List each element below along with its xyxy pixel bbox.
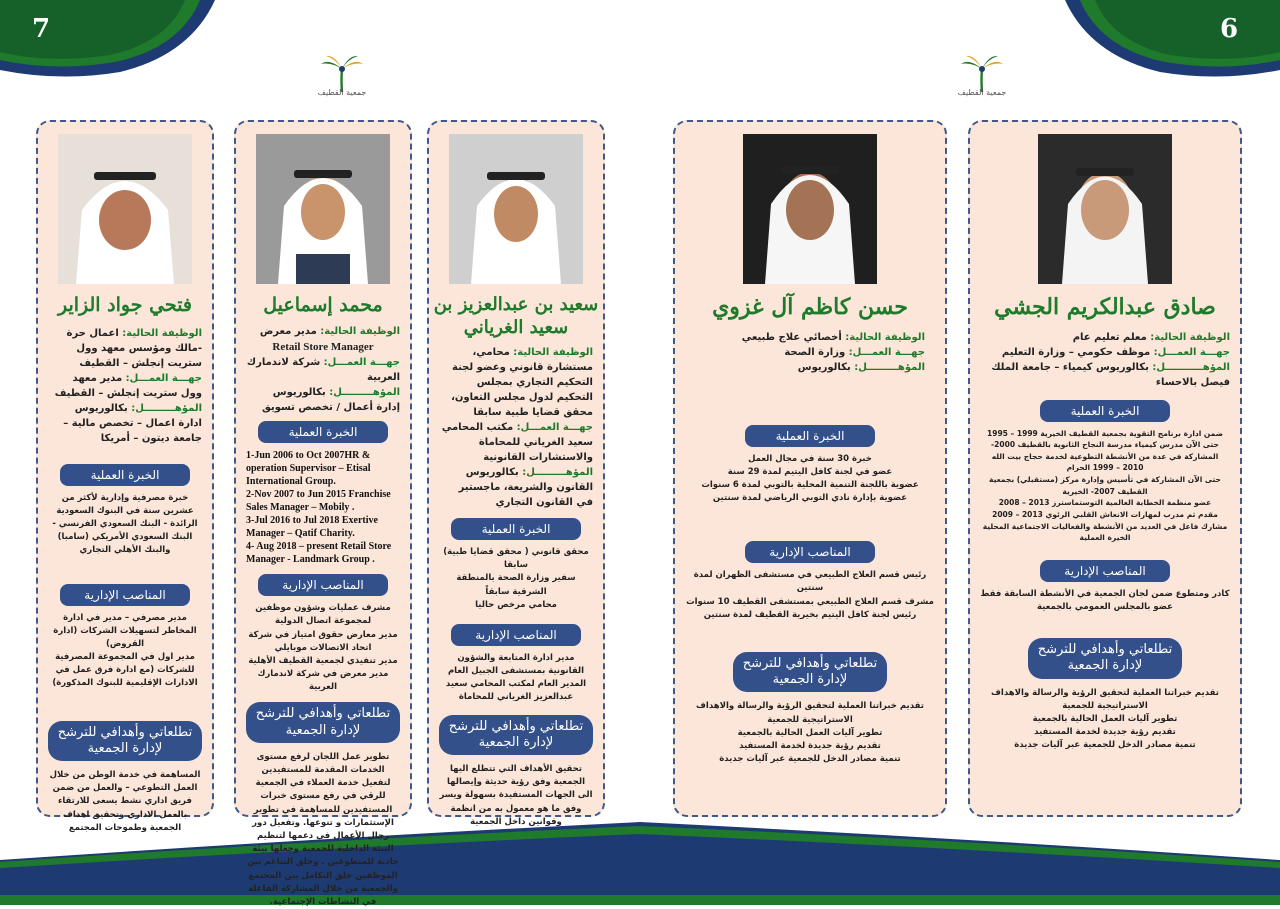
experience-heading: الخبرة العملية — [745, 425, 875, 447]
goals-list: المساهمة في خدمة الوطن من خلال العمل التطوعي – والعمل من ضمن فريق اداري نشط يسعى للارتقاء بالعمل الاداري وتحقيق اهداف الجمعية وطموحات المجتمع — [49, 770, 201, 833]
candidate-card-mohammed — [234, 120, 412, 907]
candidate-card-saeed — [427, 120, 605, 827]
positions-heading: المناصب الإدارية — [60, 584, 190, 606]
association-logo-left — [302, 54, 382, 100]
goals-list: تقديم خبراتنا العملية لتحقيق الرؤية والرسالة والاهداف الاستراتيجية للجمعية تطوير آليات العمل الحالية بالجمعية تقديم رؤية جديدة لخدمة المستفيد تنمية مصادر الدخل للجمعية عبر آليات جديدة — [696, 701, 924, 765]
qualification: المؤهـــــــــل: بكالوريوس القانون والشريعة، ماجستير في القانون التجاري — [458, 467, 593, 508]
qualification: المؤهـــــــــل: بكالوريوس — [797, 361, 925, 373]
goals-heading: تطلعاتي وأهدافي للترشح لإدارة الجمعية — [1028, 638, 1182, 679]
positions-list: رئيس قسم العلاج الطبيعي في مستشفى الظهران لمدة سنتين مشرف قسم العلاج الطبيعي بمستشفى القطيف 10 سنوات رئيس لجنة كافل اليتيم بخيرية القطيف لمدة سنتين — [686, 570, 934, 620]
positions-heading: المناصب الإدارية — [745, 541, 875, 563]
workplace: جهـــة العمـــل: موظف حكومي – وزارة التعليم — [1001, 346, 1230, 358]
experience-list: محقق قانوني ( محقق قضايا طبية) سابقا سفير وزارة الصحة بالمنطقة الشرقية سابقاً محامي مرخص حاليا — [443, 547, 589, 610]
workplace: جهـــة العمـــل: مكتب المحامي سعيد الغرياني للمحاماة والاستشارات القانونية — [441, 422, 593, 463]
candidate-name: محمد إسماعيل — [263, 294, 383, 316]
candidate-card-fathi — [36, 120, 214, 833]
qualification: المؤهـــــــــــل: بكالوريوس كيمياء – جامعة الملك فيصل بالاحساء — [991, 361, 1230, 388]
candidate-photo — [449, 134, 583, 284]
experience-list: ضمن ادارة برنامج التقوية بجمعية القطيف الخيرية 1999 – 1995 حتى الآن مدرس كيمياء مدرسة النجاح الثانوية بالقطيف 2000- المشاركة في عدة من الأنشطة التطوعية لخدمة حجاج بيت الله 2010 – 1999 الحرام حتى الآن المشاركة في تأسيس وإدارة مركز (مستقبلي) بجمعية القطيف 2007- الخيرية عضو منظمة الخطابة العالمية التوستماسترز 2013 – 2008 مقدم ثم مدرب لمهارات الانعاش القلبي الرئوي 2013 – 2009 مشارك فاعل في العديد من الأنشطة والفعاليات الاجتماعية المحلية الخيرة العملية — [982, 428, 1228, 543]
candidate-name: سعيد بن عبدالعزيز بن سعيد الغرياني — [433, 294, 599, 338]
current-job: الوظيفة الحالية: اعمال حرة -مالك ومؤسس معهد وول ستريت إنجلش – القطيف — [66, 327, 202, 369]
candidate-name: صادق عبدالكريم الجشي — [994, 294, 1216, 320]
positions-list: مدير مصرفي – مدير في ادارة المخاطر لتسهيلات الشركات (ادارة القروض) مدير اول في المجموعة المصرفية للشركات (مع ادارة فرق عمل في الادارات الإقليمية للبنوك المذكورة) — [52, 612, 198, 689]
goals-list: تقديم خبراتنا العملية لتحقيق الرؤية والرسالة والاهداف الاستراتيجية للجمعية تطوير آليات العمل الحالية بالجمعية تقديم رؤية جديدة لخدمة المستفيد تنمية مصادر الدخل للجمعية عبر آليات جديدة — [991, 687, 1219, 751]
positions-heading: المناصب الإدارية — [1040, 560, 1170, 582]
goals-heading: تطلعاتي وأهدافي للترشح لإدارة الجمعية — [439, 715, 593, 756]
current-job: الوظيفة الحالية: محامي، مستشارة قانوني وعضو لجنة التحكيم التجاري بمجلس التحكيم لدول مجلس التعاون، محقق قضايا طبية سابقا — [451, 347, 593, 418]
positions-list: كادر ومتطوع ضمن لجان الجمعية في الأنشطة السابقة فقط عضو بالمجلس العمومي بالجمعية — [980, 588, 1230, 612]
page-number-right: 6 — [1220, 14, 1239, 44]
experience-heading: الخبرة العملية — [451, 518, 581, 540]
positions-list: مشرف عمليات وشؤون موظفين لمجموعة اتصال الدولية مدير معارض حقوق امتياز في شركة اتحاد الاتصالات موبايلي مدير تنفيذي لجمعية القطيف الأهلية مدير معرض في شركة لاندمارك العربية — [248, 603, 398, 693]
positions-list: مدير ادارة المتابعة والشؤون القانونية بمستشفى الجبيل العام المدير العام لمكتب المحامي سعيد عبدالعزيز الغرياني للمحاماة — [445, 652, 587, 703]
candidate-photo — [256, 134, 390, 284]
experience-list: خبرة مصرفية وإدارية لأكثر من عشرين سنة في البنوك السعودية الرائدة - البنك السعودي الفرنسي - البنك السعودي الأمريكي (سامبا) والبنك الأهلي التجاري — [52, 492, 198, 556]
goals-list: تحقيق الأهداف التي تتطلع اليها الجمعية وفق رؤية حديثة وإيصالها الى الجهات المستفيدة بسهولة ويسر وفق ما هو معمول به من انظمة وقوانين داخل الجمعية — [439, 764, 593, 827]
experience-list: خبرة 30 سنة في مجال العمل عضو في لجنة كافل اليتيم لمدة 29 سنة عضوية باللجنة التنمية المحلية بالتوبي لمدة 6 سنوات عضوية بإدارة نادي التوبي الرياضي لمدة سنتين — [701, 453, 919, 504]
positions-heading: المناصب الإدارية — [258, 574, 388, 596]
goals-heading: تطلعاتي وأهدافي للترشح لإدارة الجمعية — [246, 702, 400, 743]
current-job: الوظيفة الحالية: معلم تعليم عام — [1072, 331, 1230, 343]
logo-caption: جمعية القطيف — [317, 88, 367, 97]
candidate-card-hasan — [673, 120, 947, 817]
goals-heading: تطلعاتي وأهدافي للترشح لإدارة الجمعية — [48, 721, 202, 762]
goals-list: تطوير عمل اللجان لرفع مستوى الخدمات المقدمة للمستفيدين لتفعيل خدمة العملاء في الجمعية للرقي في رفع مستوى خبرات المستفيدين للمساهمة في تطوير الإستثمارات و تنوعها. وتفعيل دور رجال الأعمال في دعمها لتنظيم البيئة الداخلية للجمعية وجعلها بيئة جاذبة للمتطوعين . وخلق التناغم بين الموظفين خلق التكامل بين المجتمع والجمعية من خلال المشاركة الفاعلة في النشاطات الإجتماعية. — [247, 751, 399, 907]
logo-caption: جمعية القطيف — [957, 88, 1007, 97]
workplace: جهـــة العمـــل: مدير معهد وول ستريت إنجلش – القطيف — [54, 372, 202, 399]
goals-heading: تطلعاتي وأهدافي للترشح لإدارة الجمعية — [733, 652, 887, 693]
current-job: الوظيفة الحالية: أخصائي علاج طبيعي — [741, 331, 925, 343]
experience-heading: الخبرة العملية — [1040, 400, 1170, 422]
experience-list-english: 1-Jun 2006 to Oct 2007HR & operation Supervisor – Etisal International Group. 2-Nov 2007 to Jun 2015 Franchise Sales Manager – Mobily . 3-Jul 2016 to Jul 2018 Exertive Manager – Qatif Charity. 4- Aug 2018 – present Retail Store Manager - Landmark Group . — [246, 450, 392, 566]
qualification: المؤهـــــــــل: بكالوريوس ادارة اعمال – تخصص مالية – جامعة ديتون – أمريكا — [63, 402, 202, 444]
experience-heading: الخبرة العملية — [258, 421, 388, 443]
positions-heading: المناصب الإدارية — [451, 624, 581, 646]
candidate-card-sadiq — [968, 120, 1242, 817]
candidate-photo — [1038, 134, 1172, 284]
candidate-photo — [58, 134, 192, 284]
current-job: الوظيفة الحالية: مدير معرض — [259, 325, 400, 337]
workplace: جهـــة العمـــل: شركة لاندمارك العربية — [246, 357, 400, 384]
candidate-name: حسن كاظم آل غزوي — [712, 294, 908, 320]
experience-heading: الخبرة العملية — [60, 464, 190, 486]
candidate-name: فتحي جواد الزاير — [57, 294, 193, 316]
qualification: المؤهـــــــــل: بكالوريوس إدارة أعمال / تخصص تسويق — [261, 387, 400, 414]
candidate-photo — [743, 134, 877, 284]
current-job-english: Retail Store Manager — [272, 340, 374, 353]
association-logo-right — [942, 54, 1022, 100]
workplace: جهـــة العمـــل: وزارة الصحة — [784, 346, 925, 358]
page-number-left: 7 — [32, 14, 51, 44]
